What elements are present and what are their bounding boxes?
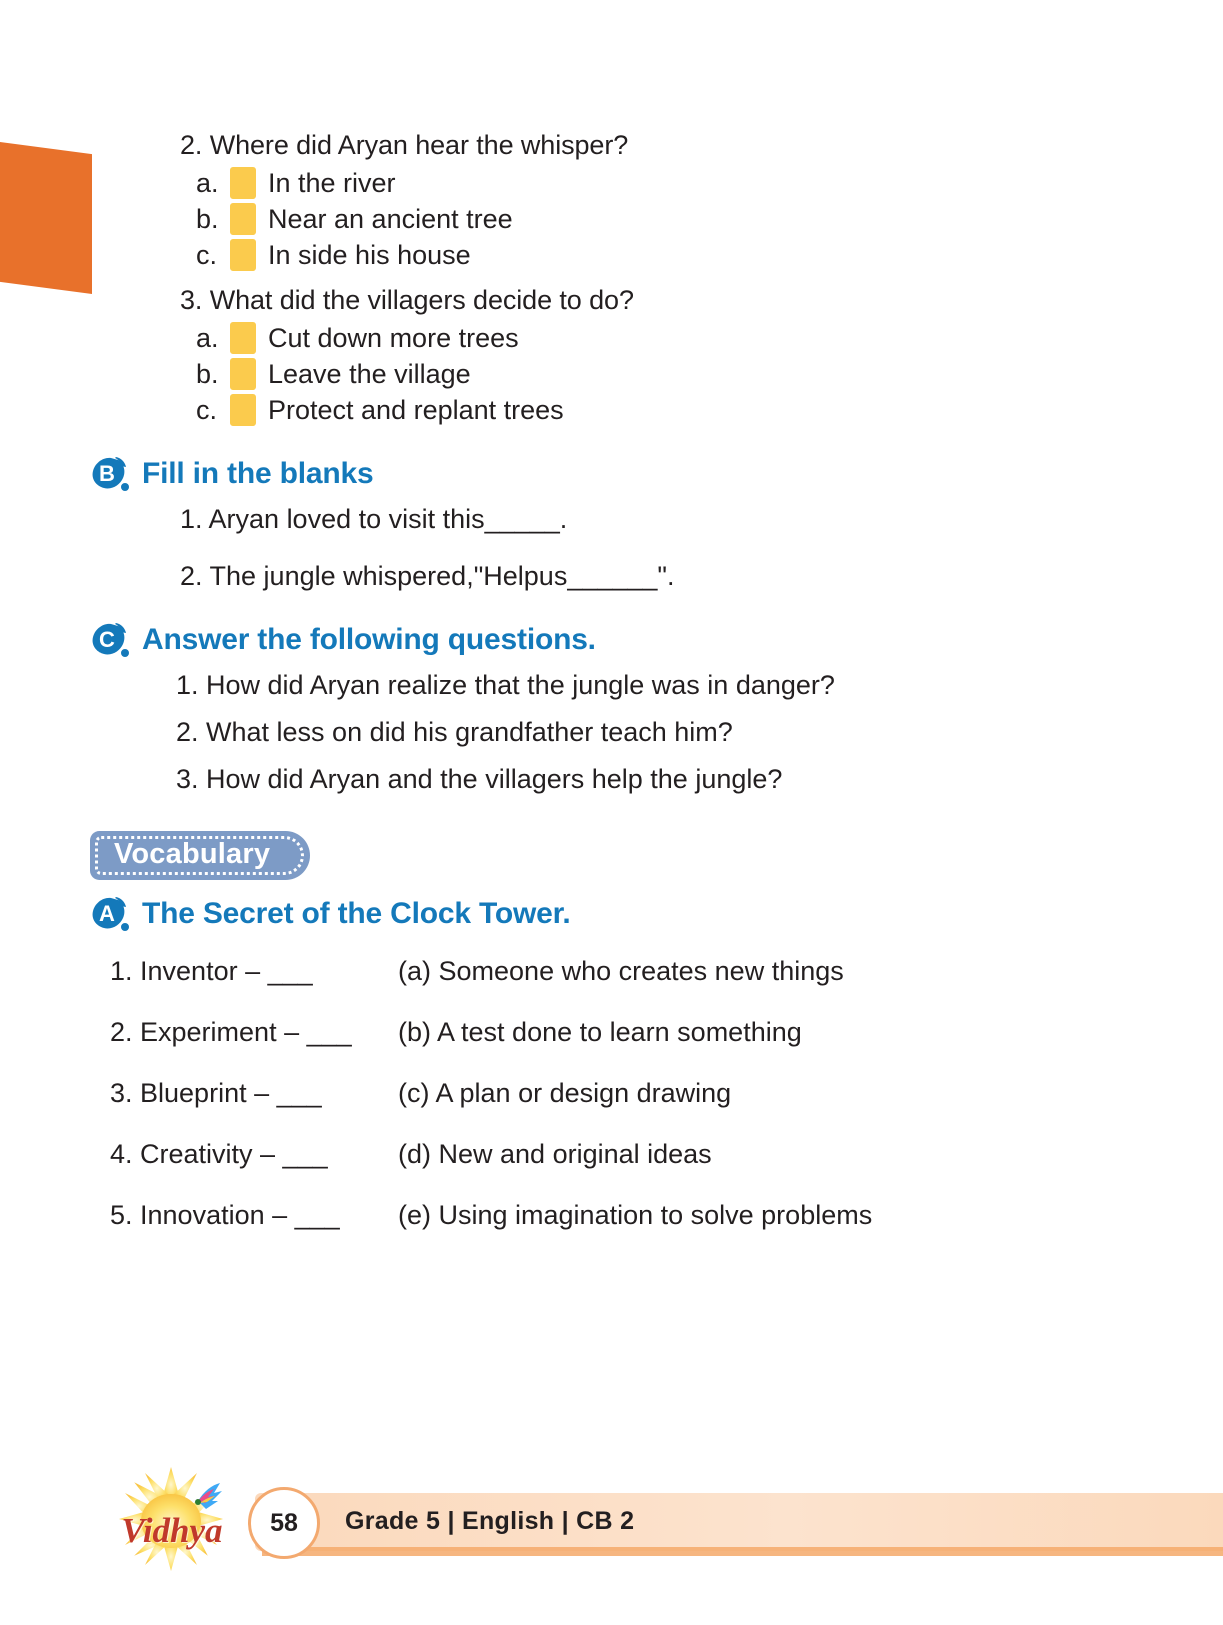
match-row[interactable] [110, 1200, 1148, 1231]
mcq-option[interactable] [196, 322, 1148, 354]
section-title-b: Fill in the blanks [142, 457, 374, 490]
answer-checkbox[interactable] [230, 394, 256, 426]
mcq-option-label: Leave the village [268, 358, 471, 389]
footer-info-text: Grade 5 | English | CB 2 [345, 1507, 635, 1535]
svg-text:C: C [99, 627, 115, 652]
mcq-option[interactable] [196, 239, 1148, 271]
mcq-option-letter: b. [196, 358, 219, 389]
answer-checkbox[interactable] [230, 167, 256, 199]
match-term: 4. Creativity – ___ [110, 1139, 328, 1169]
section-badge-b-icon [88, 454, 132, 494]
fill-blank-item: 2. The jungle whispered,"Helpus______". [180, 561, 675, 591]
footer-bar-shadow [262, 1547, 1223, 1556]
mcq-option-letter: a. [196, 322, 219, 353]
mcq-option-letter: b. [196, 203, 219, 234]
match-term: 2. Experiment – ___ [110, 1017, 352, 1047]
mcq-block-3 [88, 285, 1148, 426]
match-definition: (a) Someone who creates new things [398, 956, 844, 986]
mcq-option[interactable] [196, 394, 1148, 426]
orange-corner-decoration [0, 142, 92, 294]
page-number-badge: 58 [248, 1487, 320, 1559]
mcq-block-2 [88, 130, 1148, 271]
mcq-option-letter: c. [196, 394, 218, 425]
logo-text: Vidhya [121, 1511, 223, 1550]
section-badge-a-icon [88, 894, 132, 934]
mcq-option-label: In the river [268, 167, 396, 198]
spacer [88, 275, 1148, 285]
svg-text:A: A [99, 901, 115, 926]
section-heading-vocab-a [88, 894, 1148, 934]
match-definition: (c) A plan or design drawing [398, 1078, 732, 1108]
match-definition: (b) A test done to learn something [398, 1017, 802, 1047]
vidhya-logo [86, 1457, 256, 1575]
mcq-option[interactable] [196, 358, 1148, 390]
match-row[interactable] [110, 1017, 1148, 1048]
mcq-option-letter: a. [196, 167, 219, 198]
mcq-option-label: Protect and replant trees [268, 394, 564, 425]
mcq-option[interactable] [196, 167, 1148, 199]
answer-question-item: 2. What less on did his grandfather teach him? [176, 717, 733, 747]
mcq-question-text: 2. Where did Aryan hear the whisper? [180, 130, 629, 160]
page-content [88, 130, 1148, 1261]
svg-text:B: B [99, 461, 115, 486]
vocabulary-match-list [110, 956, 1148, 1231]
answer-checkbox[interactable] [230, 322, 256, 354]
fill-blank-item: 1. Aryan loved to visit this_____. [180, 504, 568, 534]
mcq-option-label: Cut down more trees [268, 322, 519, 353]
section-heading-b [88, 454, 1148, 494]
match-definition: (d) New and original ideas [398, 1139, 712, 1169]
vocabulary-banner [90, 831, 310, 880]
section-title-c: Answer the following questions. [142, 623, 596, 656]
mcq-option-label: In side his house [268, 239, 471, 270]
vocabulary-banner-wrap [90, 831, 1148, 880]
mcq-option-letter: c. [196, 239, 218, 270]
answer-question-item: 3. How did Aryan and the villagers help the jungle? [176, 764, 783, 794]
vocabulary-banner-label: Vocabulary [114, 838, 271, 870]
answer-checkbox[interactable] [230, 358, 256, 390]
mcq-question-text: 3. What did the villagers decide to do? [180, 285, 634, 315]
match-term: 5. Innovation – ___ [110, 1200, 340, 1230]
answer-checkbox[interactable] [230, 239, 256, 271]
match-term: 3. Blueprint – ___ [110, 1078, 322, 1108]
answer-question-item: 1. How did Aryan realize that the jungle was in danger? [176, 670, 835, 700]
section-badge-c-icon [88, 620, 132, 660]
match-definition: (e) Using imagination to solve problems [398, 1200, 873, 1230]
section-heading-c [88, 620, 1148, 660]
page-footer [0, 1457, 1223, 1577]
mcq-option[interactable] [196, 203, 1148, 235]
answer-checkbox[interactable] [230, 203, 256, 235]
match-row[interactable] [110, 1139, 1148, 1170]
section-title-vocab-a: The Secret of the Clock Tower. [142, 897, 571, 930]
match-row[interactable] [110, 956, 1148, 987]
mcq-option-label: Near an ancient tree [268, 203, 513, 234]
match-term: 1. Inventor – ___ [110, 956, 313, 986]
match-row[interactable] [110, 1078, 1148, 1109]
